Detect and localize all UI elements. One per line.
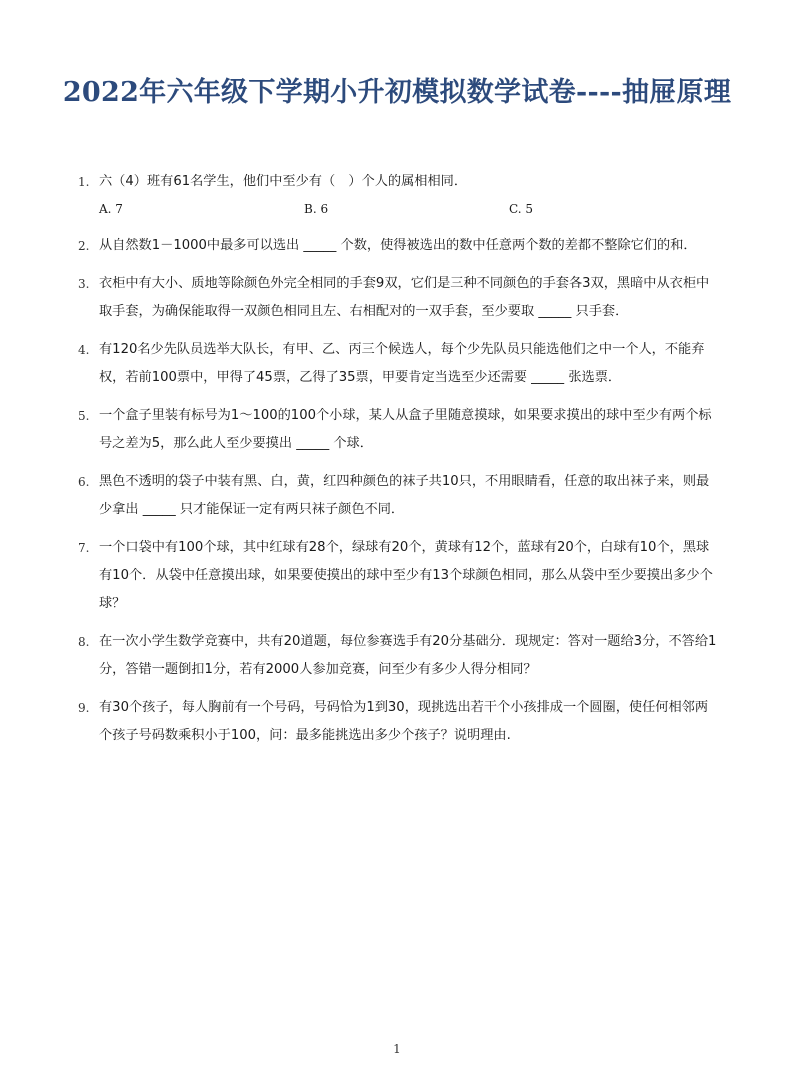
question-6 (78, 468, 718, 524)
question-number: 4. (78, 343, 90, 357)
question-1 (78, 168, 718, 222)
question-text: 六（4）班有61名学生，他们中至少有（ ）个人的属相相同． (99, 174, 468, 189)
question-8 (78, 628, 718, 684)
question-text: 从自然数1－1000中最多可以选出 _____ 个数，使得被选出的数中任意两个数的差都不整除它们的和． (99, 238, 697, 253)
question-text: 在一次小学生数学竞赛中，共有20道题，每位参赛选手有20分基础分．现规定：答对一题给3分，不答给1分，答错一题倒扣1分，若有2000人参加竞赛，问至少有多少人得分相同？ (99, 634, 717, 677)
question-2 (78, 232, 718, 260)
question-text: 黑色不透明的袋子中装有黑、白，黄，红四种颜色的袜子共10只，不用眼睛看，任意的取出袜子来，则最少拿出 _____ 只才能保证一定有两只袜子颜色不同． (99, 474, 710, 517)
question-5 (78, 402, 718, 458)
question-text: 有30个孩子，每人胸前有一个号码，号码恰为1到30，现挑选出若干个小孩排成一个圆圈，使任何相邻两个孩子号码数乘积小于100，问：最多能挑选出多少个孩子？说明理由. (99, 700, 709, 743)
question-text: 衣柜中有大小、质地等除颜色外完全相同的手套9双，它们是三种不同颜色的手套各3双，黑暗中从衣柜中取手套，为确保能取得一双颜色相同且左、右相配对的一双手套，至少要取 _____ 只手套． (99, 276, 710, 319)
question-number: 9. (78, 701, 90, 715)
question-number: 7. (78, 541, 90, 555)
question-text: 有120名少先队员选举大队长，有甲、乙、丙三个候选人，每个少先队员只能选他们之中一个人，不能弃权，若前100票中，甲得了45票，乙得了35票，甲要肯定当选至少还需要 _____ 张选票． (99, 342, 705, 385)
question-number: 8. (78, 635, 90, 649)
question-text: 一个口袋中有100个球，其中红球有28个，绿球有20个，黄球有12个，蓝球有20个，白球有10个，黑球有10个．从袋中任意摸出球，如果要使摸出的球中至少有13个球颜色相同，那么从袋中至少要摸出多少个球？ (99, 540, 713, 611)
question-7 (78, 534, 718, 618)
choice-c: C. 5 (509, 202, 534, 216)
question-text: 一个盒子里装有标号为1～100的100个小球，某人从盒子里随意摸球，如果要求摸出的球中至少有两个标号之差为5，那么此人至少要摸出 _____ 个球． (99, 408, 712, 451)
page-title: 2022年六年级下学期小升初模拟数学试卷----抽屉原理 (62, 77, 732, 108)
question-4 (78, 336, 718, 392)
question-9 (78, 694, 718, 750)
question-3 (78, 270, 718, 326)
question-number: 5. (78, 409, 90, 423)
choice-list (99, 196, 718, 222)
choice-a: A. 7 (99, 202, 123, 216)
question-number: 6. (78, 475, 90, 489)
question-number: 1. (78, 175, 90, 189)
choice-b: B. 6 (304, 202, 329, 216)
question-number: 3. (78, 277, 90, 291)
page-number: 1 (393, 1042, 401, 1056)
question-list (78, 168, 718, 760)
question-number: 2. (78, 239, 90, 253)
